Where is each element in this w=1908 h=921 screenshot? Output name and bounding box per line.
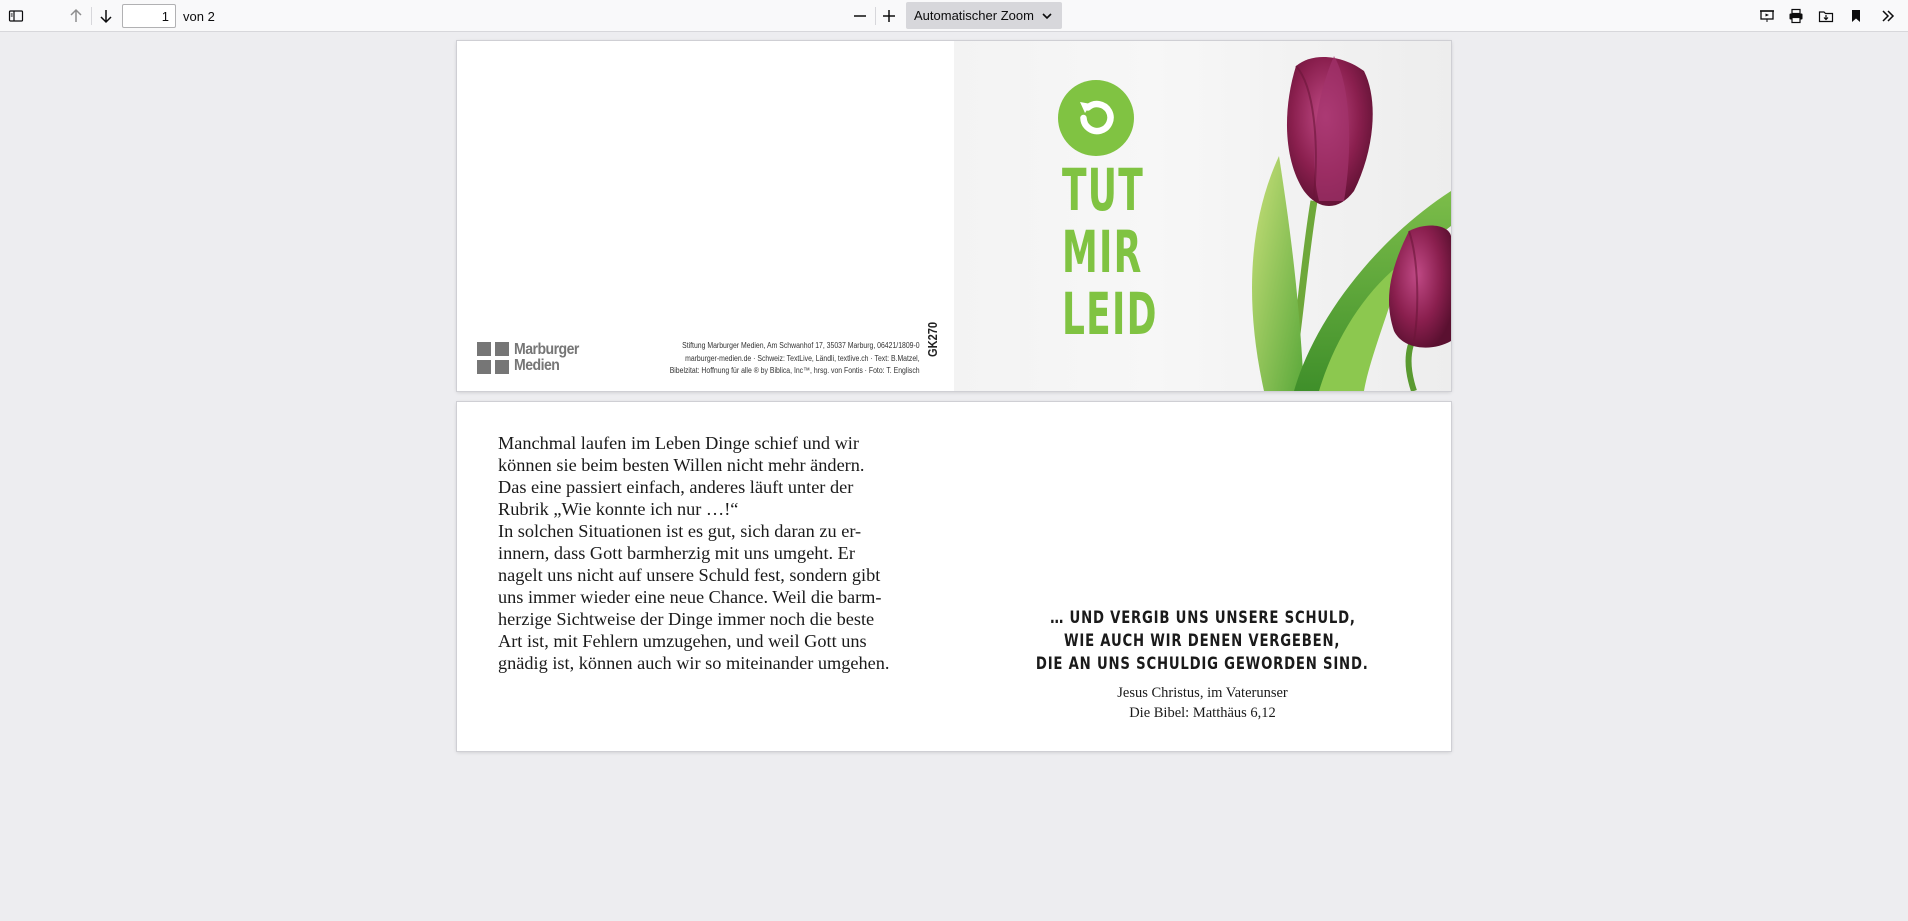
next-page-button[interactable] [94, 4, 118, 28]
toolbar-divider [91, 7, 92, 25]
page-number-input[interactable] [122, 4, 176, 28]
chevron-down-icon [1041, 10, 1053, 22]
bible-quote [954, 607, 1451, 723]
zoom-in-icon [881, 8, 897, 24]
quote-line: DIE AN UNS SCHULDIG GEWORDEN SIND. [1036, 654, 1369, 674]
quote-source: Jesus Christus, im Vaterunser Die Bibel: Matthäus 6,12 [1117, 685, 1288, 721]
print-button[interactable] [1784, 4, 1808, 28]
imprint-text: Stiftung Marburger Medien, Am Schwanhof 17, 35037 Marburg, 06421/1809-0 marburger-medien.de · Schweiz: TextLive, Ländli, textlive.ch · Text: B.Matzel, Bibelzitat: Hoffnung für alle ® by Biblica, Inc™, hrsg. von Fontis · Foto: T. Englisch [670, 341, 920, 375]
cover-headline: TUT MIR LEID [1062, 156, 1158, 348]
bookmark-icon [1848, 8, 1864, 24]
bookmark-button[interactable] [1844, 4, 1868, 28]
more-tools-icon [1880, 8, 1896, 24]
quote-line: … UND VERGIB UNS UNSERE SCHULD, [1049, 608, 1356, 628]
zoom-in-button[interactable] [877, 4, 901, 28]
tools-menu-button[interactable] [1876, 4, 1900, 28]
sidebar-toggle-icon[interactable] [4, 4, 28, 28]
cover-panel [954, 41, 1451, 391]
presentation-icon [1759, 8, 1775, 24]
undo-circle-icon [1058, 80, 1134, 156]
publisher-logo [477, 340, 588, 376]
zoom-select-value: Automatischer Zoom [914, 8, 1034, 23]
quote-line: WIE AUCH WIR DENEN VERGEBEN, [1064, 631, 1341, 651]
publisher-name: Marburger Medien [514, 341, 579, 374]
download-button[interactable] [1814, 4, 1838, 28]
body-paragraph: Manchmal laufen im Leben Dinge schief und wir können sie beim besten Willen nicht mehr ändern. Das eine passiert einfach, anderes läuft unter der Rubrik „Wie konnte ich nur …!“ In solchen Situationen ist es gut, sich daran zu er- innern, dass Gott barmherzig mit uns umgeht. Er nagelt uns nicht auf unsere Schuld fest, sondern gibt uns immer wieder eine neue Chance. Weil die barm- herzige Sichtweise der Dinge immer noch die beste Art ist, mit Fehlern umzugehen, und weil Gott uns gnädig ist, können auch wir so miteinander umgehen. [498, 433, 890, 673]
logo-squares-icon [477, 342, 509, 374]
zoom-select[interactable] [906, 2, 1062, 29]
arrow-up-icon [68, 8, 84, 24]
zoom-out-icon [852, 8, 868, 24]
toolbar-divider [875, 7, 876, 25]
zoom-out-button[interactable] [848, 4, 872, 28]
arrow-down-icon [98, 8, 114, 24]
print-icon [1788, 8, 1804, 24]
pdf-page-1 [457, 41, 1451, 391]
presentation-mode-button[interactable] [1755, 4, 1779, 28]
tulip-photo [1204, 41, 1451, 391]
page-count-label: von 2 [183, 9, 215, 24]
previous-page-button[interactable] [64, 4, 88, 28]
pdf-page-2 [457, 402, 1451, 751]
pdf-toolbar [0, 0, 1908, 32]
download-icon [1818, 8, 1834, 24]
product-code: GK270 [925, 321, 940, 357]
